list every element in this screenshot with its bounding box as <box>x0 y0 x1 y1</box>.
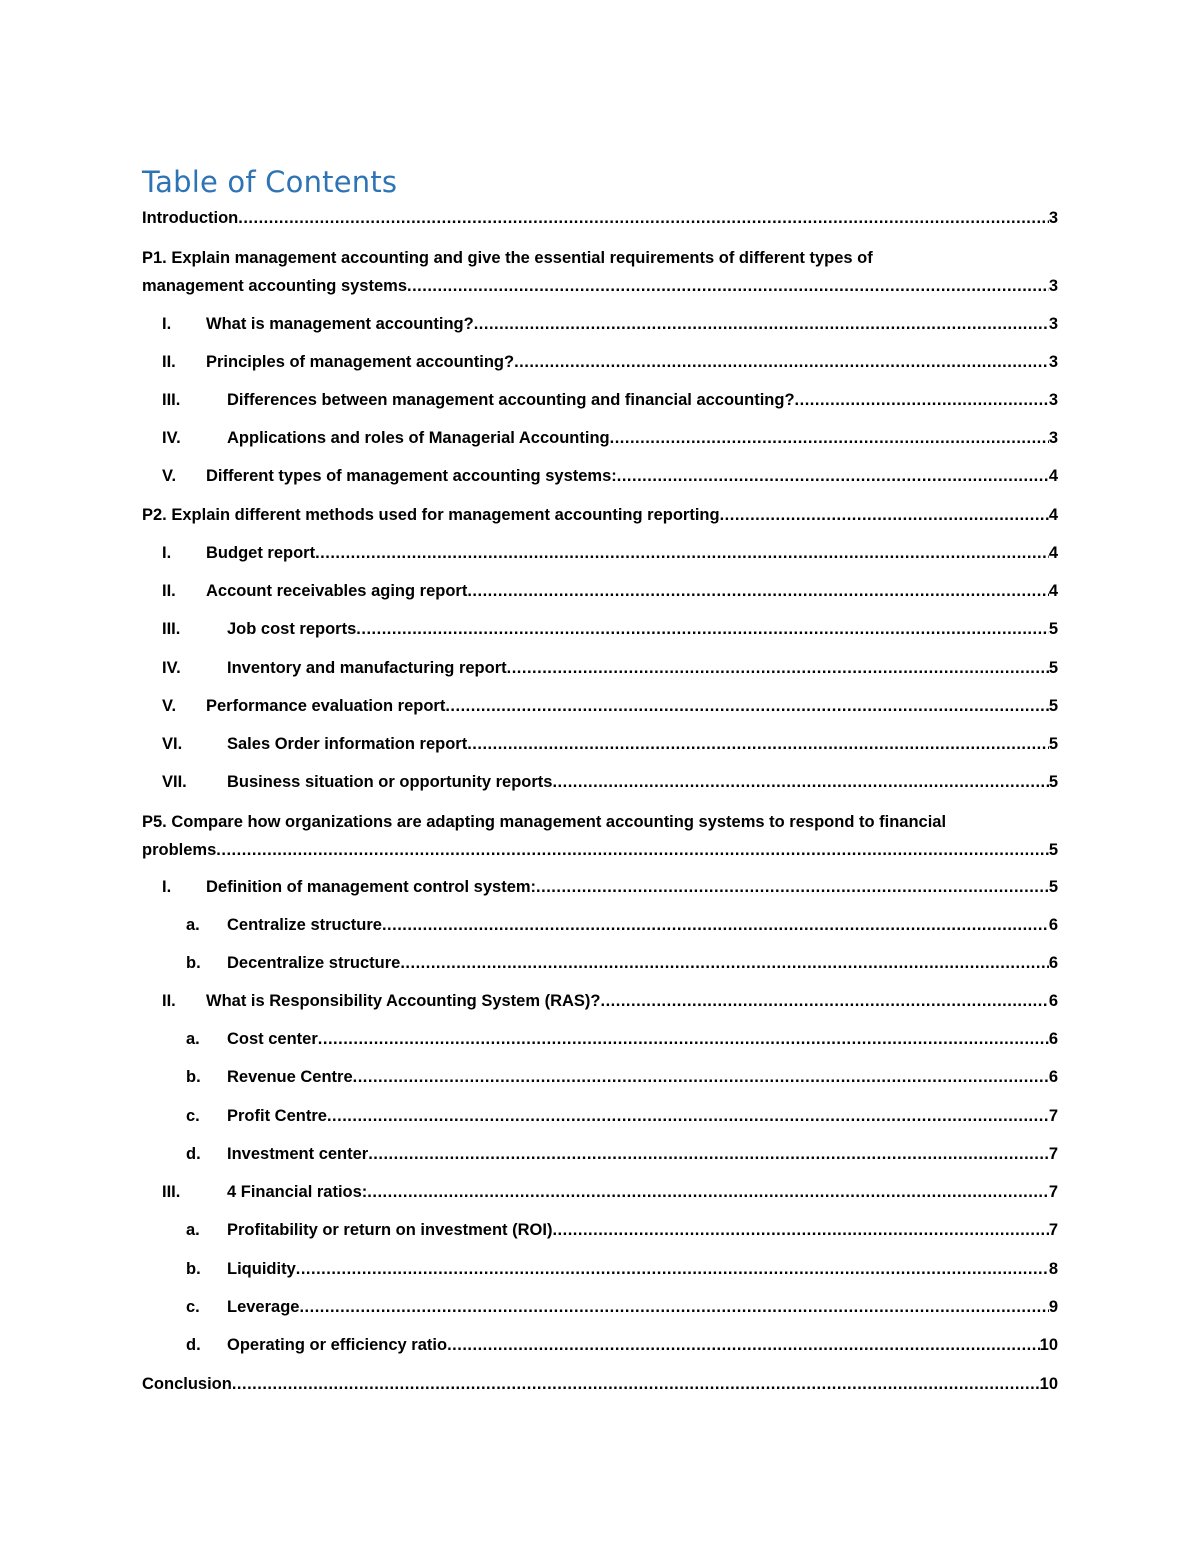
toc-entry-p1-iv[interactable] <box>142 425 1058 451</box>
toc-entry-text: Applications and roles of Managerial Accounting <box>227 429 610 447</box>
toc-page-number: 6 <box>1048 992 1058 1010</box>
toc-entry-text-continued: management accounting systems <box>142 277 407 295</box>
toc-leader-dots <box>318 1026 1049 1052</box>
toc-entry-number: b. <box>186 1260 201 1278</box>
toc-entry-text: Performance evaluation report <box>206 697 446 715</box>
toc-leader-dots <box>367 1179 1049 1205</box>
toc-page-number: 7 <box>1048 1221 1058 1239</box>
toc-entry-text: P1. Explain management accounting and give the essential requirements of different types of <box>142 249 873 267</box>
toc-entry-number: IV. <box>162 659 181 677</box>
toc-entry-p5-ii-d[interactable] <box>142 1141 1058 1167</box>
toc-leader-dots <box>474 311 1049 337</box>
toc-entry-conclusion[interactable] <box>142 1371 1058 1397</box>
toc-leader-dots <box>216 836 1049 864</box>
toc-leader-dots <box>327 1103 1049 1129</box>
toc-page-number: 8 <box>1048 1260 1058 1278</box>
toc-leader-dots <box>356 616 1049 642</box>
toc-entry-text: Revenue Centre <box>227 1068 353 1086</box>
toc-leader-dots <box>353 1064 1049 1090</box>
toc-entry-number: V. <box>162 467 177 485</box>
toc-entry-number: a. <box>186 916 200 934</box>
toc-entry-p1-ii[interactable] <box>142 349 1058 375</box>
toc-entry-text: Job cost reports <box>227 620 357 638</box>
toc-entry-p5-iii[interactable] <box>142 1179 1058 1205</box>
toc-entry-number: V. <box>162 697 177 715</box>
toc-entry-p2-v[interactable] <box>142 693 1058 719</box>
toc-page-number: 4 <box>1048 544 1058 562</box>
toc-entry-text: Differences between management accounting and financial accounting? <box>227 391 795 409</box>
toc-entry-text: P5. Compare how organizations are adapting management accounting systems to respond to financial <box>142 813 947 831</box>
toc-entry-p2[interactable] <box>142 502 1058 528</box>
toc-page-number: 4 <box>1048 506 1058 524</box>
toc-entry-text: Principles of management accounting? <box>206 353 515 371</box>
toc-entry-p1[interactable] <box>142 244 1058 300</box>
toc-entry-text: Leverage <box>227 1298 300 1316</box>
toc-entry-p5-iii-c[interactable] <box>142 1294 1058 1320</box>
toc-entry-p2-vii[interactable] <box>142 769 1058 795</box>
toc-entry-number: I. <box>162 878 172 896</box>
toc-entry-p5-ii-b[interactable] <box>142 1064 1058 1090</box>
toc-entry-p2-ii[interactable] <box>142 578 1058 604</box>
toc-entry-p5-ii[interactable] <box>142 988 1058 1014</box>
toc-entry-number: VI. <box>162 735 183 753</box>
toc-page-number: 5 <box>1048 735 1058 753</box>
toc-entry-text: Conclusion <box>142 1375 232 1393</box>
toc-entry-p5-iii-d[interactable] <box>142 1332 1058 1358</box>
toc-entry-text: Operating or efficiency ratio <box>227 1336 448 1354</box>
toc-entry-text: Different types of management accounting systems: <box>206 467 617 485</box>
toc-leader-dots <box>368 1141 1049 1167</box>
toc-entry-text: P2. Explain different methods used for management accounting reporting <box>142 506 720 524</box>
toc-entry-text-continued: problems <box>142 841 217 859</box>
toc-leader-dots <box>601 988 1049 1014</box>
toc-leader-dots <box>447 1332 1040 1358</box>
toc-entry-number: c. <box>186 1298 200 1316</box>
toc-page-number: 3 <box>1048 209 1058 227</box>
toc-leader-dots <box>299 1294 1048 1320</box>
toc-leader-dots <box>296 1256 1049 1282</box>
toc-entry-introduction[interactable] <box>142 205 1058 231</box>
toc-page-number: 3 <box>1048 353 1058 371</box>
toc-page-number: 5 <box>1048 878 1058 896</box>
toc-entry-text: Decentralize structure <box>227 954 401 972</box>
toc-leader-dots <box>514 349 1049 375</box>
toc-entry-p2-vi[interactable] <box>142 731 1058 757</box>
toc-entry-text: Liquidity <box>227 1260 296 1278</box>
toc-entry-p5-iii-a[interactable] <box>142 1217 1058 1243</box>
toc-page-number: 3 <box>1048 429 1058 447</box>
toc-leader-dots <box>552 1217 1048 1243</box>
toc-entry-p1-v[interactable] <box>142 463 1058 489</box>
toc-entry-number: d. <box>186 1145 201 1163</box>
toc-entry-p2-iv[interactable] <box>142 655 1058 681</box>
toc-page-number: 5 <box>1048 773 1058 791</box>
toc-entry-number: d. <box>186 1336 201 1354</box>
toc-entry-number: III. <box>162 1183 181 1201</box>
toc-entry-number: II. <box>162 582 176 600</box>
toc-entry-p1-i[interactable] <box>142 311 1058 337</box>
toc-entry-p5-ii-c[interactable] <box>142 1103 1058 1129</box>
toc-entry-text: What is management accounting? <box>206 315 474 333</box>
toc-page-number: 7 <box>1048 1145 1058 1163</box>
toc-page-number: 4 <box>1048 467 1058 485</box>
toc-leader-dots <box>400 950 1048 976</box>
toc-entry-number: II. <box>162 992 176 1010</box>
toc-entry-text: Account receivables aging report <box>206 582 468 600</box>
toc-entry-number: IV. <box>162 429 181 447</box>
toc-leader-dots <box>552 769 1048 795</box>
toc-entry-text: Investment center <box>227 1145 369 1163</box>
toc-leader-dots <box>536 874 1049 900</box>
toc-entry-number: a. <box>186 1221 200 1239</box>
toc-entry-p2-iii[interactable] <box>142 616 1058 642</box>
toc-leader-dots <box>467 731 1049 757</box>
toc-leader-dots <box>795 387 1049 413</box>
toc-entry-text: 4 Financial ratios: <box>227 1183 368 1201</box>
toc-entry-number: II. <box>162 353 176 371</box>
toc-entry-number: VII. <box>162 773 187 791</box>
toc-leader-dots <box>445 693 1048 719</box>
toc-entry-p5-i-b[interactable] <box>142 950 1058 976</box>
toc-page-number: 6 <box>1048 1068 1058 1086</box>
toc-entry-p5-ii-a[interactable] <box>142 1026 1058 1052</box>
toc-title: Table of Contents <box>142 165 398 199</box>
toc-page-number: 5 <box>1048 697 1058 715</box>
toc-entry-text: What is Responsibility Accounting System (RAS)? <box>206 992 601 1010</box>
toc-leader-dots <box>407 272 1049 300</box>
toc-entry-text: Profit Centre <box>227 1107 327 1125</box>
toc-entry-p5-i[interactable] <box>142 874 1058 900</box>
toc-page-number: 10 <box>1039 1375 1058 1393</box>
toc-page-number: 9 <box>1048 1298 1058 1316</box>
toc-page-number: 6 <box>1048 916 1058 934</box>
toc-entry-number: b. <box>186 1068 201 1086</box>
toc-page-number: 3 <box>1048 277 1058 295</box>
toc-entry-text: Inventory and manufacturing report <box>227 659 507 677</box>
toc-entry-p5[interactable] <box>142 808 1058 864</box>
toc-entry-text: Centralize structure <box>227 916 382 934</box>
toc-entry-text: Profitability or return on investment (ROI) <box>227 1221 553 1239</box>
toc-leader-dots <box>720 502 1049 528</box>
toc-leader-dots <box>382 912 1049 938</box>
toc-page-number: 3 <box>1048 315 1058 333</box>
toc-page-number: 7 <box>1048 1107 1058 1125</box>
toc-entry-number: a. <box>186 1030 200 1048</box>
toc-page-number: 3 <box>1048 391 1058 409</box>
toc-leader-dots <box>507 655 1049 681</box>
toc-entry-text: Introduction <box>142 209 239 227</box>
toc-entry-text: Definition of management control system: <box>206 878 537 896</box>
toc-entry-number: b. <box>186 954 201 972</box>
toc-leader-dots <box>610 425 1049 451</box>
toc-entry-p5-i-a[interactable] <box>142 912 1058 938</box>
toc-page-number: 5 <box>1048 841 1058 859</box>
toc-entry-text: Cost center <box>227 1030 318 1048</box>
toc-leader-dots <box>238 205 1049 231</box>
toc-entry-number: III. <box>162 391 181 409</box>
toc-leader-dots <box>315 540 1049 566</box>
toc-page-number: 4 <box>1048 582 1058 600</box>
toc-page-number: 7 <box>1048 1183 1058 1201</box>
toc-page-number: 5 <box>1048 659 1058 677</box>
toc-leader-dots <box>617 463 1049 489</box>
toc-entry-number: I. <box>162 544 172 562</box>
toc-entry-text: Budget report <box>206 544 316 562</box>
toc-page-number: 6 <box>1048 1030 1058 1048</box>
toc-leader-dots <box>467 578 1048 604</box>
toc-leader-dots <box>232 1371 1040 1397</box>
toc-entry-number: c. <box>186 1107 200 1125</box>
toc-entry-text: Sales Order information report <box>227 735 468 753</box>
toc-page-number: 5 <box>1048 620 1058 638</box>
toc-entry-p1-iii[interactable] <box>142 387 1058 413</box>
toc-entry-number: III. <box>162 620 181 638</box>
toc-page-number: 6 <box>1048 954 1058 972</box>
toc-page-number: 10 <box>1039 1336 1058 1354</box>
toc-entry-p5-iii-b[interactable] <box>142 1256 1058 1282</box>
toc-entry-text: Business situation or opportunity reports <box>227 773 553 791</box>
toc-entry-number: I. <box>162 315 172 333</box>
toc-entry-p2-i[interactable] <box>142 540 1058 566</box>
